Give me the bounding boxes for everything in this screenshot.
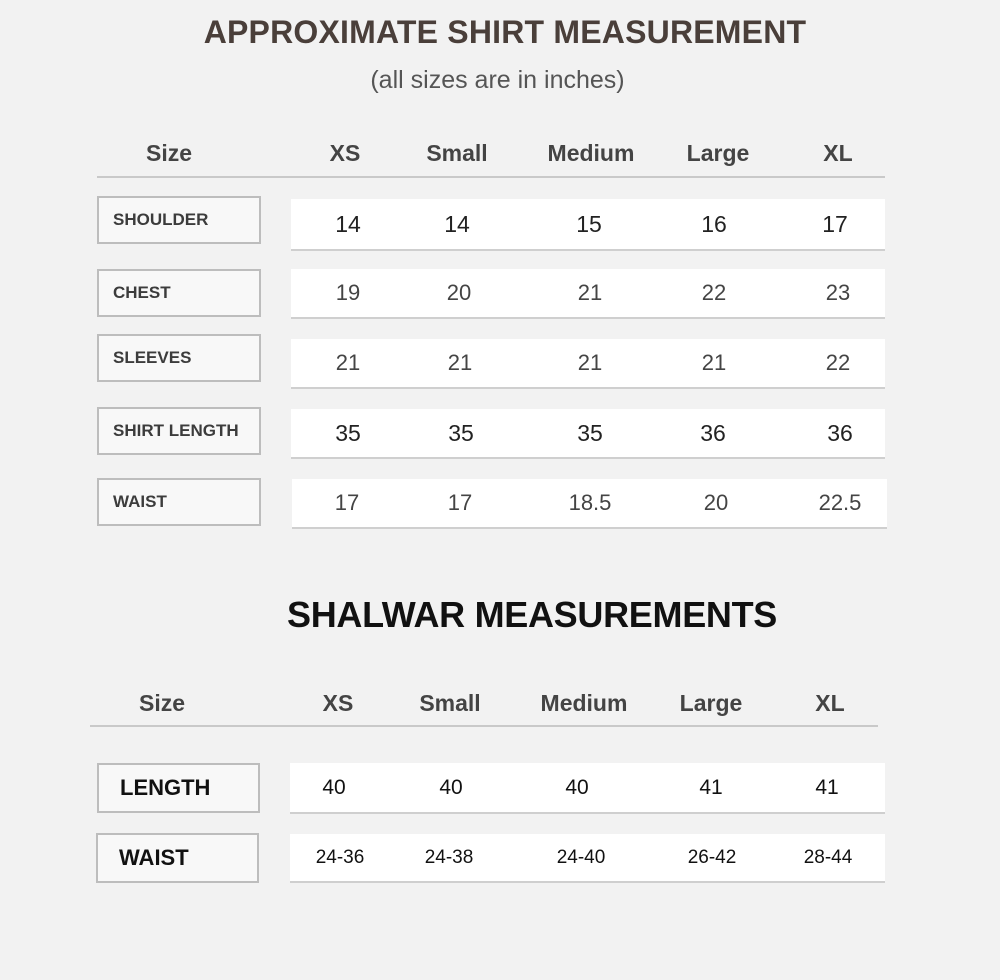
shalwar-header-large: Large [679, 690, 743, 716]
shirt-cell: 17 [447, 490, 473, 515]
shirt-cell: 22 [825, 350, 851, 375]
shalwar-cell: 24-40 [556, 846, 606, 868]
shirt-cell: 20 [703, 490, 729, 515]
table-row [291, 409, 885, 459]
table-row [291, 339, 885, 389]
shirt-header-xs: XS [329, 140, 361, 166]
shirt-cell: 21 [577, 350, 603, 375]
shalwar-cell: 41 [815, 775, 839, 799]
table-row [291, 199, 885, 251]
shirt-cell: 20 [446, 280, 472, 305]
shalwar-header-xl: XL [815, 690, 845, 716]
shirt-cell: 16 [701, 210, 727, 237]
shirt-cell: 18.5 [568, 490, 612, 515]
shirt-cell: 14 [444, 210, 470, 237]
shirt-cell: 35 [335, 419, 361, 446]
table-row [291, 269, 885, 319]
shalwar-cell: 28-44 [803, 846, 853, 868]
shirt-cell: 21 [335, 350, 361, 375]
shalwar-row-label-length: LENGTH [97, 763, 260, 813]
shirt-cell: 21 [577, 280, 603, 305]
shirt-header-divider [97, 176, 885, 178]
shalwar-header-small: Small [419, 690, 481, 716]
shirt-header-large: Large [686, 140, 750, 166]
shirt-cell: 36 [700, 419, 726, 446]
shalwar-cell: 40 [439, 775, 463, 799]
table-row [292, 479, 887, 529]
shirt-cell: 17 [822, 210, 848, 237]
shirt-cell: 21 [447, 350, 473, 375]
shirt-title: APPROXIMATE SHIRT MEASUREMENT [203, 14, 807, 50]
shirt-cell: 23 [825, 280, 851, 305]
shalwar-header-size: Size [138, 690, 186, 716]
shirt-header-size: Size [145, 140, 193, 166]
table-row [290, 763, 885, 814]
shirt-header-xl: XL [823, 140, 853, 166]
shalwar-header-divider [90, 725, 878, 727]
shirt-cell: 21 [701, 350, 727, 375]
shirt-row-label-shirt-length: SHIRT LENGTH [97, 407, 261, 455]
shirt-cell: 35 [577, 419, 603, 446]
shirt-row-label-shoulder: SHOULDER [97, 196, 261, 244]
shalwar-header-xs: XS [322, 690, 354, 716]
shalwar-cell: 24-36 [315, 846, 365, 868]
shirt-row-label-chest: CHEST [97, 269, 261, 317]
shirt-cell: 15 [576, 210, 602, 237]
shirt-row-label-waist: WAIST [97, 478, 261, 526]
shirt-cell: 19 [335, 280, 361, 305]
shalwar-cell: 24-38 [424, 846, 474, 868]
shirt-cell: 14 [335, 210, 361, 237]
shirt-row-label-sleeves: SLEEVES [97, 334, 261, 382]
shalwar-row-label-waist: WAIST [96, 833, 259, 883]
shirt-subtitle: (all sizes are in inches) [370, 66, 625, 94]
shirt-header-small: Small [426, 140, 488, 166]
shirt-cell: 22.5 [818, 490, 862, 515]
shalwar-cell: 40 [322, 775, 346, 799]
shirt-cell: 36 [827, 419, 853, 446]
shalwar-cell: 41 [699, 775, 723, 799]
shalwar-cell: 26-42 [687, 846, 737, 868]
shirt-cell: 35 [448, 419, 474, 446]
shalwar-cell: 40 [565, 775, 589, 799]
table-row [290, 834, 885, 883]
shirt-cell: 17 [334, 490, 360, 515]
shirt-header-medium: Medium [547, 140, 635, 166]
shalwar-title: SHALWAR MEASUREMENTS [286, 594, 778, 635]
shirt-cell: 22 [701, 280, 727, 305]
shalwar-header-medium: Medium [540, 690, 628, 716]
